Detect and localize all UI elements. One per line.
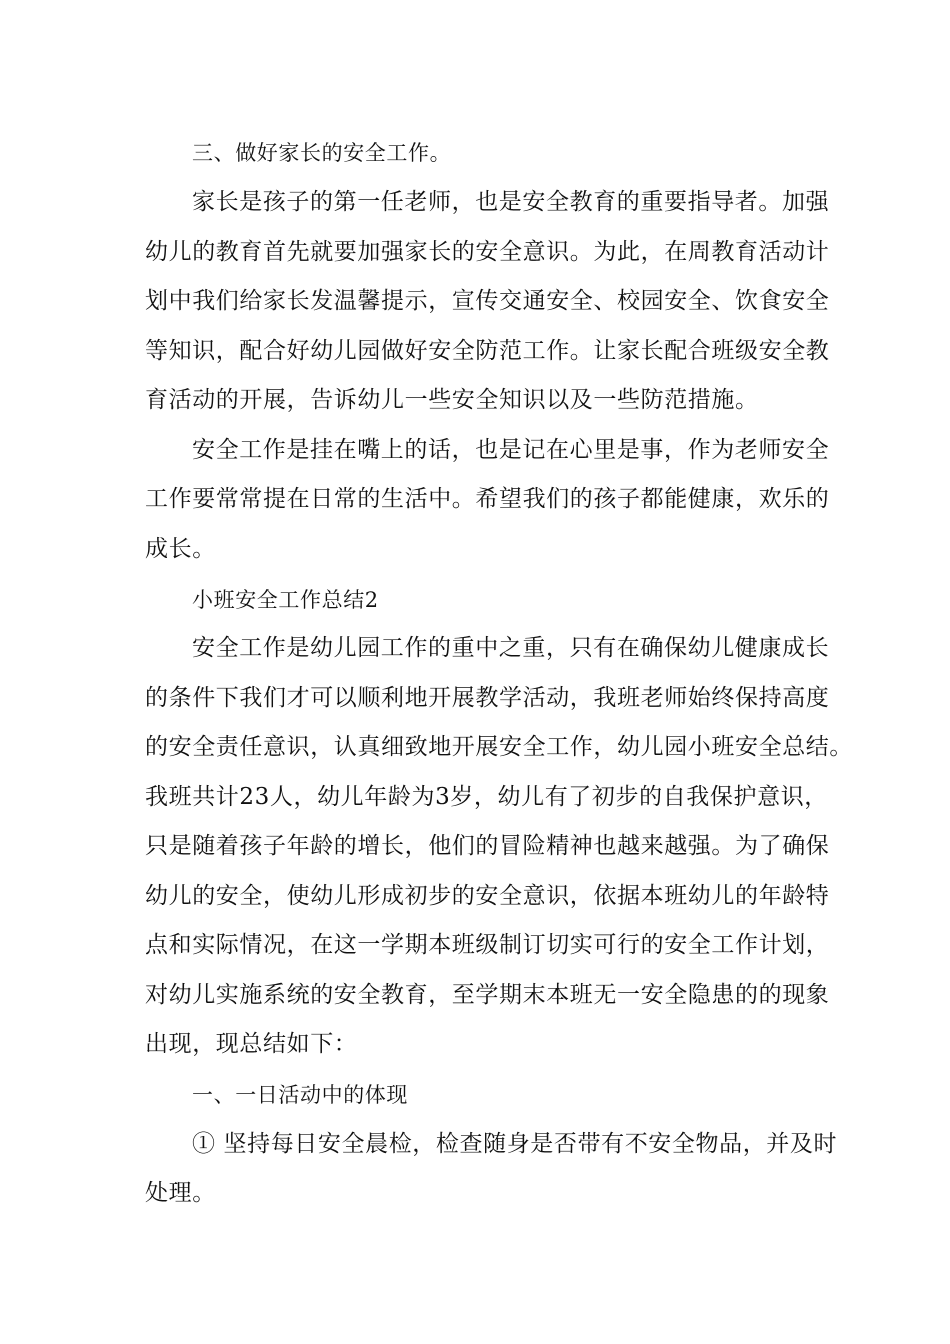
- paragraph-line: 幼儿的教育首先就要加强家长的安全意识。为此，在周教育活动计: [145, 239, 830, 265]
- paragraph-line: 出现，现总结如下：: [145, 1031, 358, 1057]
- list-item-line: 处理。: [145, 1180, 216, 1206]
- paragraph-line: 安全工作是幼儿园工作的重中之重，只有在确保幼儿健康成长: [192, 635, 830, 661]
- paragraph-line: 安全工作是挂在嘴上的话，也是记在心里是事，作为老师安全: [192, 437, 830, 463]
- section-title-summary-2: 小班安全工作总结2: [192, 588, 379, 612]
- paragraph-line: 等知识，配合好幼儿园做好安全防范工作。让家长配合班级安全教: [145, 338, 830, 364]
- paragraph-line: 家长是孩子的第一任老师，也是安全教育的重要指导者。加强: [192, 189, 830, 215]
- section-heading-parent-safety: 三、做好家长的安全工作。: [192, 141, 452, 165]
- paragraph-line: 幼儿的安全，使幼儿形成初步的安全意识，依据本班幼儿的年龄特: [145, 883, 830, 909]
- paragraph-line: 育活动的开展，告诉幼儿一些安全知识以及一些防范措施。: [145, 387, 759, 413]
- paragraph-line: 只是随着孩子年龄的增长，他们的冒险精神也越来越强。为了确保: [145, 833, 830, 859]
- paragraph-line: 的安全责任意识，认真细致地开展安全工作，幼儿园小班安全总结。: [145, 734, 853, 760]
- paragraph-line: 的条件下我们才可以顺利地开展教学活动，我班老师始终保持高度: [145, 685, 830, 711]
- paragraph-line: 工作要常常提在日常的生活中。希望我们的孩子都能健康，欢乐的: [145, 486, 830, 512]
- paragraph-line: 成长。: [145, 536, 216, 562]
- paragraph-line: 对幼儿实施系统的安全教育，至学期末本班无一安全隐患的的现象: [145, 982, 830, 1008]
- paragraph-line: 点和实际情况，在这一学期本班级制订切实可行的安全工作计划，: [145, 932, 830, 958]
- list-item-line: ① 坚持每日安全晨检，检查随身是否带有不安全物品，并及时: [192, 1131, 838, 1157]
- paragraph-line: 划中我们给家长发温馨提示，宣传交通安全、校园安全、饮食安全: [145, 288, 830, 314]
- section-heading-daily-activities: 一、一日活动中的体现: [192, 1083, 408, 1107]
- paragraph-line: 我班共计23人，幼儿年龄为3岁，幼儿有了初步的自我保护意识，: [145, 784, 828, 810]
